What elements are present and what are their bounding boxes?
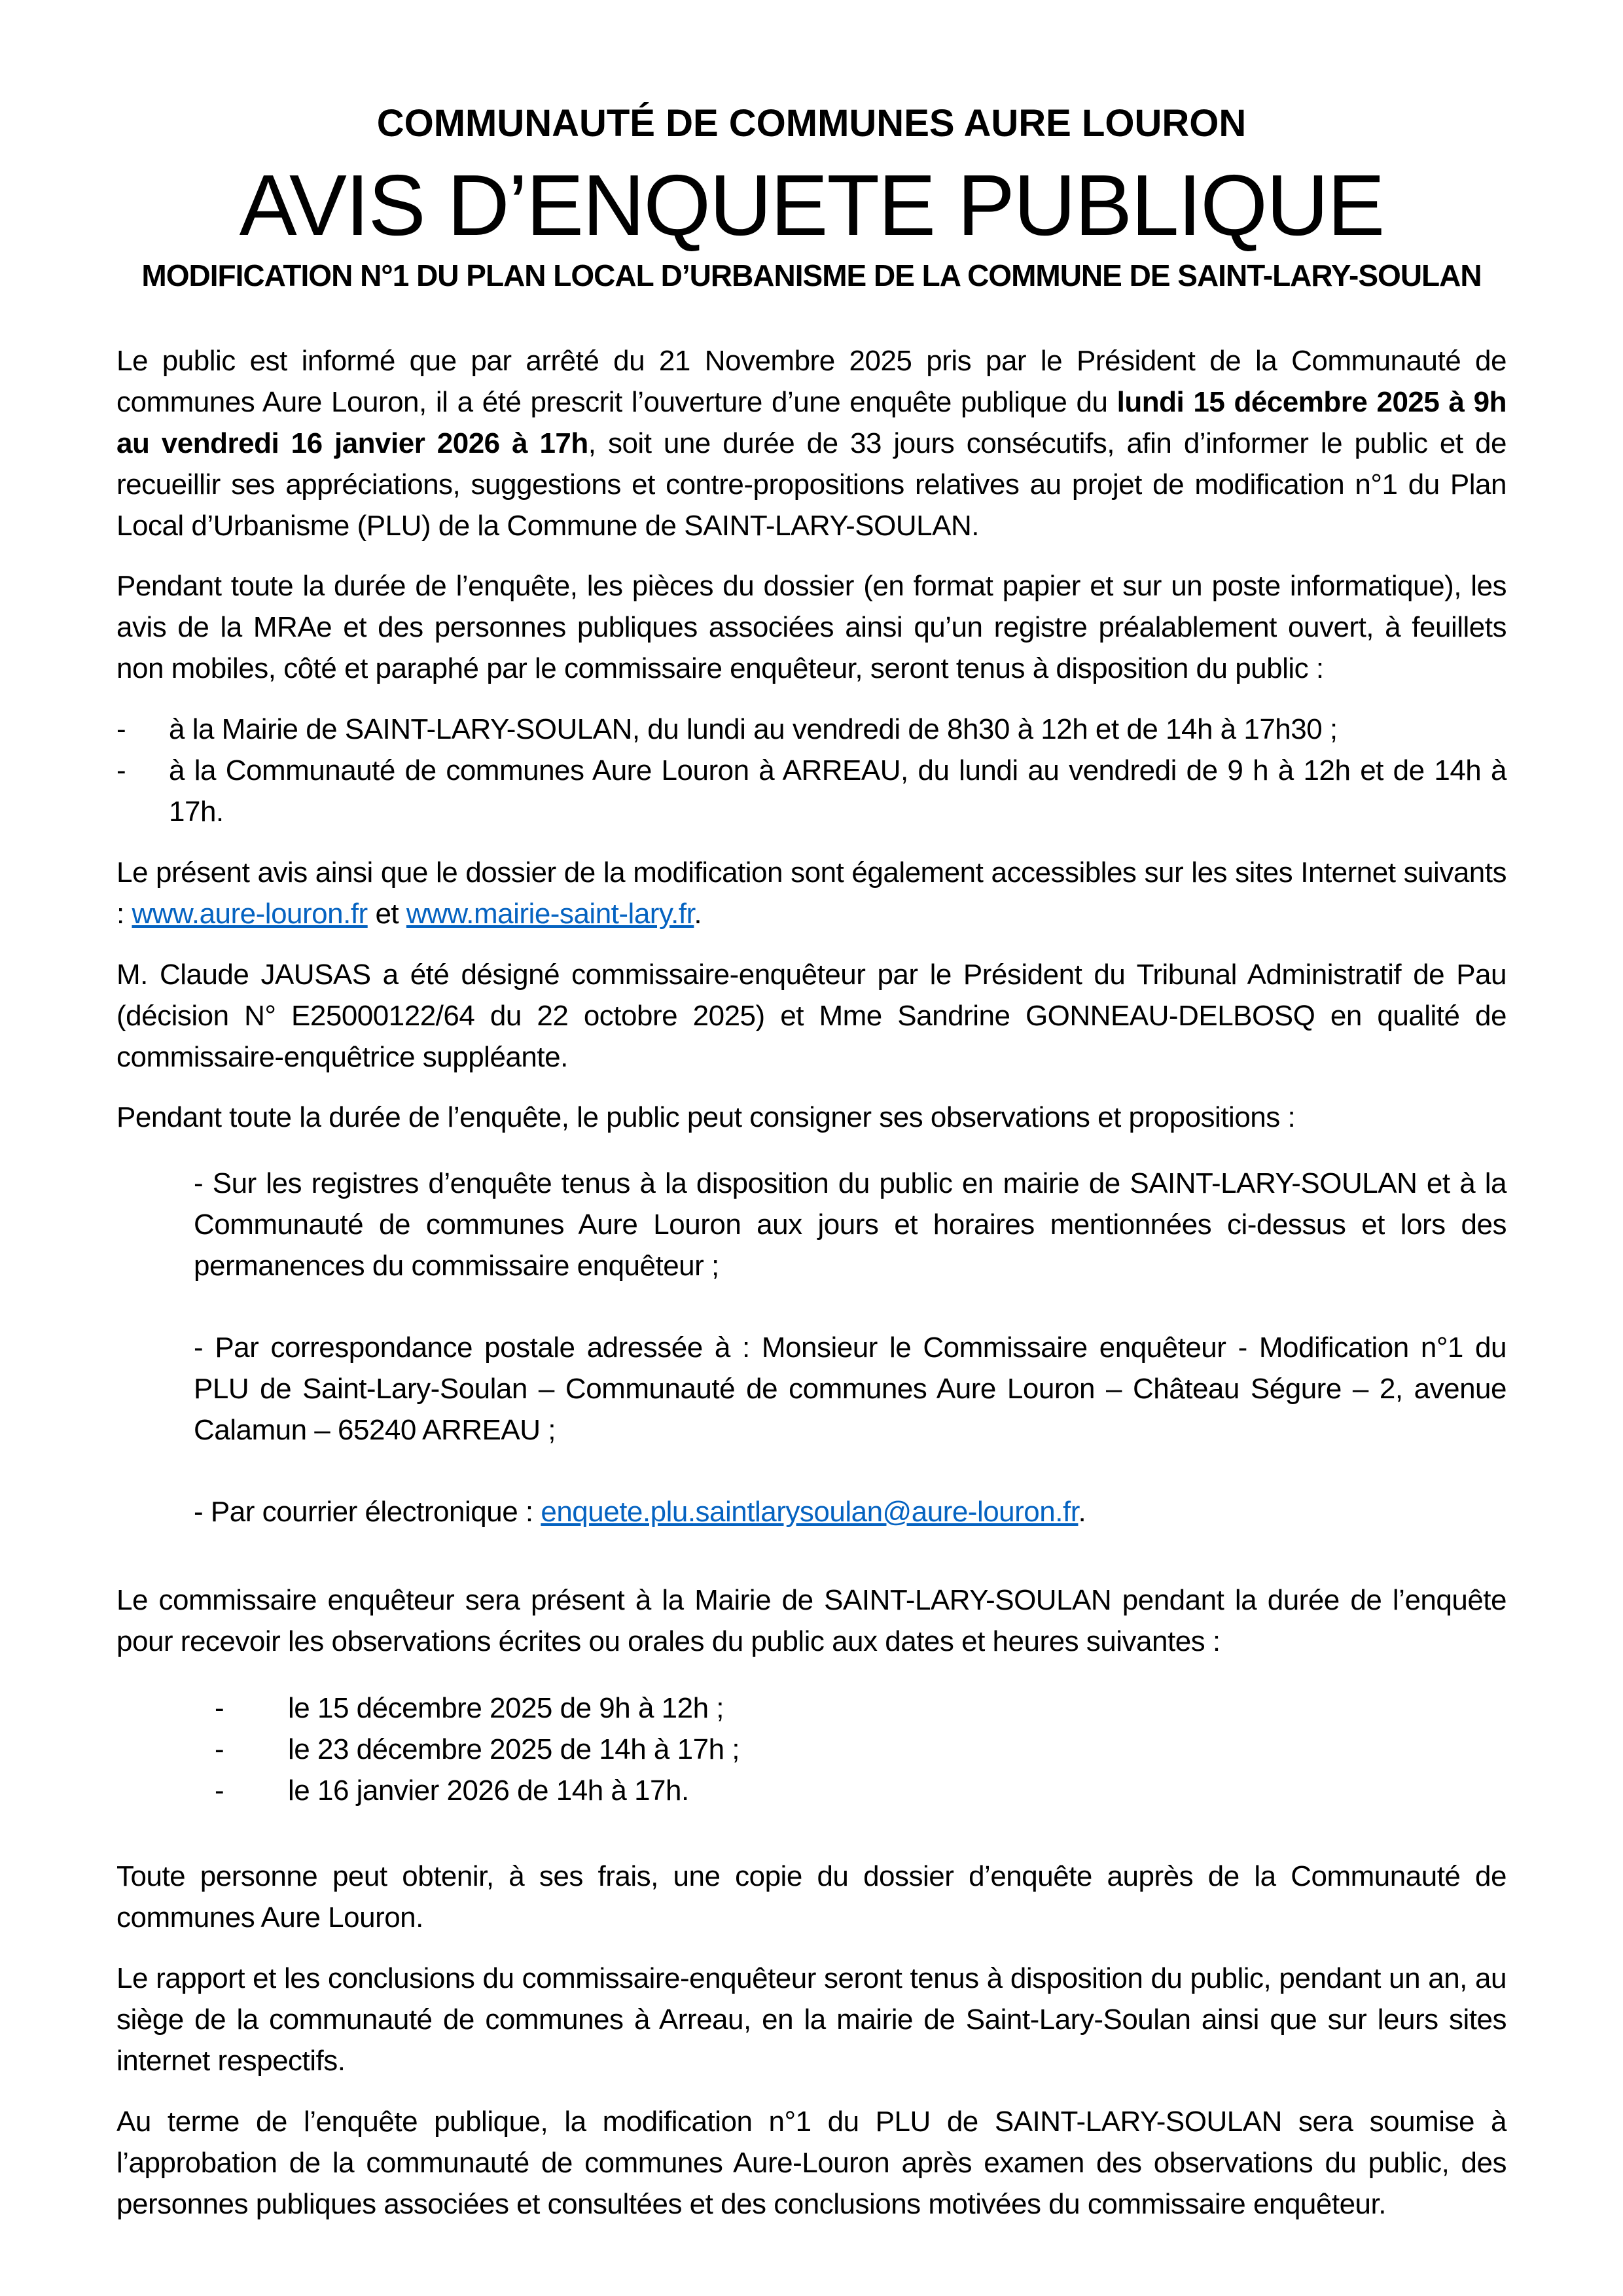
observation-postal-item: - Par correspondance postale adressée à : Monsieur le Commissaire enquêteur - Modification n°1 du PLU de Saint-Lary-Soulan – Communauté de communes Aure Louron – Château Ségure – 2, avenue Calamun – 65240 ARREAU ; xyxy=(194,1332,1507,1446)
permanence-item-3 xyxy=(215,1771,1507,1812)
websites-text-post: . xyxy=(694,897,702,930)
dash-bullet: - xyxy=(116,754,126,787)
commissioner-paragraph: M. Claude JAUSAS a été désigné commissaire-enquêteur par le Président du Tribunal Administratif de Pau (décision N° E25000122/64 du 22 octobre 2025) et Mme Sandrine GONNEAU-DELBOSQ en qualité de commissaire-enquêtrice suppléante. xyxy=(116,958,1507,1073)
website-link-aure-louron[interactable]: www.aure-louron.fr xyxy=(132,897,368,930)
permanence-date-text: le 16 janvier 2026 de 14h à 17h. xyxy=(288,1775,689,1807)
location-item-text: à la Communauté de communes Aure Louron à ARREAU, du lundi au vendredi de 9 h à 12h et de 14h à 17h. xyxy=(169,754,1507,828)
location-item-communaute xyxy=(116,751,1507,833)
notice-title: AVIS D’ENQUETE PUBLIQUE xyxy=(239,156,1384,253)
report-paragraph: Le rapport et les conclusions du commissaire-enquêteur seront tenus à disposition du public, pendant un an, au siège de la communauté de communes à Arreau, en la mairie de Saint-Lary-Soulan ainsi que sur leurs sites internet respectifs. xyxy=(116,1962,1507,2077)
observation-email-item xyxy=(194,1492,1507,1533)
location-item-mairie xyxy=(116,709,1507,751)
dossier-paragraph: Pendant toute la durée de l’enquête, les pièces du dossier (en format papier et sur un poste informatique), les avis de la MRAe et des personnes publiques associées ainsi qu’un registre préalablement ouvert, à feuillets non mobiles, côté et paraphé par le commissaire enquêteur, seront tenus à disposition du public : xyxy=(116,570,1507,685)
permanences-list xyxy=(215,1688,1507,1812)
conclusion-paragraph: Au terme de l’enquête publique, la modification n°1 du PLU de SAINT-LARY-SOULAN sera soumise à l’approbation de la communauté de communes Aure-Louron après examen des observations du public, des personnes publiques associées et consultées et des conclusions motivées du commissaire enquêteur. xyxy=(116,2105,1507,2220)
consultation-locations-list xyxy=(116,709,1507,833)
email-text-pre: - Par courrier électronique : xyxy=(194,1495,541,1528)
dash-bullet: - xyxy=(215,1775,224,1807)
copy-paragraph: Toute personne peut obtenir, à ses frais, une copie du dossier d’enquête auprès de la Communauté de communes Aure Louron. xyxy=(116,1860,1507,1934)
dash-bullet: - xyxy=(215,1692,224,1725)
intro-paragraph xyxy=(116,341,1507,547)
websites-text-pre: Le présent avis ainsi que le dossier de la modification sont également accessibles sur les sites Internet suivants : xyxy=(116,856,1507,930)
observations-intro-paragraph: Pendant toute la durée de l’enquête, le public peut consigner ses observations et propositions : xyxy=(116,1101,1296,1134)
observation-registers-item: - Sur les registres d’enquête tenus à la disposition du public en mairie de SAINT-LARY-SOULAN et à la Communauté de communes Aure Louron aux jours et horaires mentionnées ci-dessus et lors des permanences du commissaire enquêteur ; xyxy=(194,1167,1507,1282)
websites-paragraph xyxy=(116,853,1507,935)
location-item-text: à la Mairie de SAINT-LARY-SOULAN, du lundi au vendredi de 8h30 à 12h et de 14h à 17h30 ; xyxy=(169,713,1338,746)
permanence-date-text: le 23 décembre 2025 de 14h à 17h ; xyxy=(288,1733,740,1766)
dash-bullet: - xyxy=(215,1733,224,1766)
permanence-date-text: le 15 décembre 2025 de 9h à 12h ; xyxy=(288,1692,724,1725)
permanence-item-2 xyxy=(215,1729,1507,1771)
email-text-post: . xyxy=(1078,1495,1086,1528)
permanences-intro-paragraph: Le commissaire enquêteur sera présent à la Mairie de SAINT-LARY-SOULAN pendant la durée de l’enquête pour recevoir les observations écrites ou orales du public aux dates et heures suivantes : xyxy=(116,1583,1507,1657)
website-link-mairie-saint-lary[interactable]: www.mairie-saint-lary.fr xyxy=(406,897,694,930)
websites-text-between: et xyxy=(367,897,406,930)
email-link[interactable]: enquete.plu.saintlarysoulan@aure-louron.fr xyxy=(541,1495,1079,1528)
inquiry-period: lundi 15 décembre 2025 à 9h au vendredi 16 janvier 2026 à 17h xyxy=(116,385,1507,459)
notice-subtitle: MODIFICATION N°1 DU PLAN LOCAL D’URBANISME DE LA COMMUNE DE SAINT-LARY-SOULAN xyxy=(141,258,1482,293)
organization-heading: COMMUNAUTÉ DE COMMUNES AURE LOURON xyxy=(376,102,1247,145)
dash-bullet: - xyxy=(116,713,126,746)
permanence-item-1 xyxy=(215,1688,1507,1729)
intro-text-post: , soit une durée de 33 jours consécutifs, afin d’informer le public et de recueillir ses appréciations, suggestions et contre-propositions relatives au projet de modification n°1 du Plan Local d’Urbanisme (PLU) de la Commune de SAINT-LARY-SOULAN. xyxy=(116,427,1507,542)
intro-text-pre: Le public est informé que par arrêté du 21 Novembre 2025 pris par le Président de la Communauté de communes Aure Louron, il a été prescrit l’ouverture d’une enquête publique du xyxy=(116,344,1507,418)
